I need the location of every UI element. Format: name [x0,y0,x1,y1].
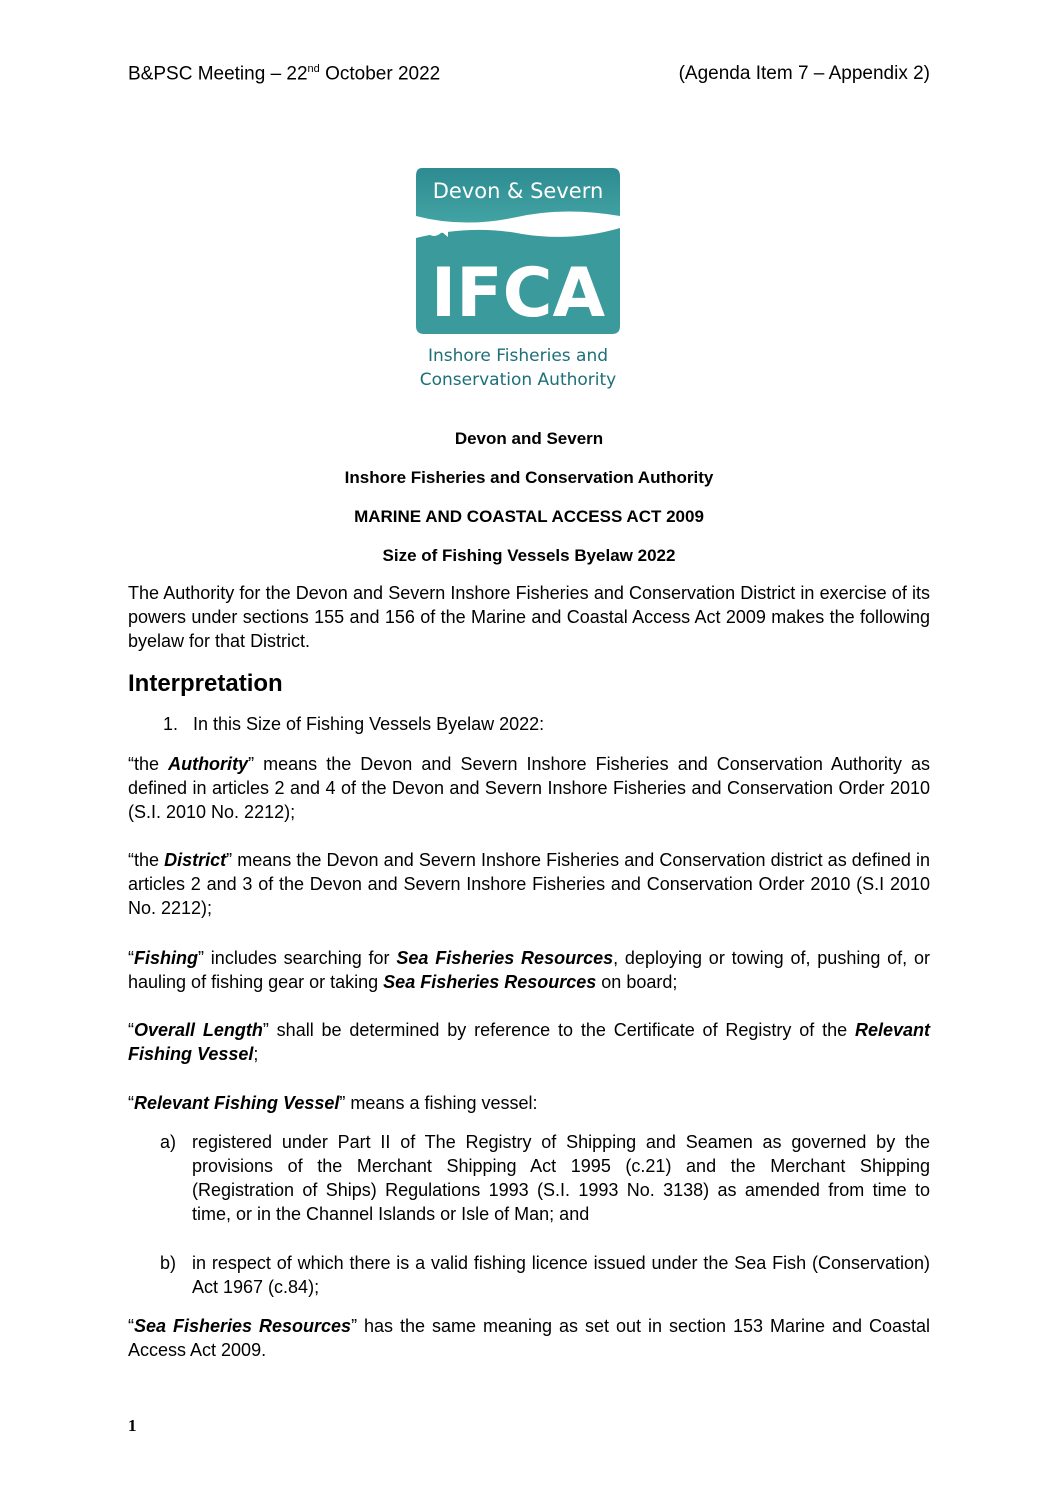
title-line: Size of Fishing Vessels Byelaw 2022 [382,546,676,565]
definition-overall-length: “Overall Length” shall be determined by reference to the Certificate of Registry of the Relevant Fishing Vessel; [128,1020,930,1064]
title-line: Inshore Fisheries and Conservation Authority [344,468,714,487]
list-item-label: a) [160,1132,177,1152]
title-line: Devon and Severn [454,429,604,448]
definition-authority: “the Authority” means the Devon and Severn Inshore Fisheries and Conservation Authority as defined in articles 2 and 4 of the Devon and Severn Inshore Fisheries and Conservation Order 2010 (S.I. 2010 No. 2212); [128,754,930,822]
definition-relevant-fishing-vessel: “Relevant Fishing Vessel” means a fishing vessel: [128,1093,538,1113]
svg-text:Conservation Authority: Conservation Authority [419,370,617,390]
list-item-text: in respect of which there is a valid fishing licence issued under the Sea Fish (Conservation) Act 1967 (c.84); [192,1253,930,1297]
numbered-item: 1. In this Size of Fishing Vessels Byelaw 2022: [163,714,545,734]
section-heading: Interpretation [128,670,283,697]
list-item-text: registered under Part II of The Registry of Shipping and Seamen as governed by the provisions of the Merchant Shipping Act 1995 (c.21) and the Merchant Shipping (Registration of Ships) Regulations 1993 (S.I. 1993 No. 3138) as amended from time to time, or in the Channel Islands or Isle of Man; and [192,1132,930,1224]
list-item [160,1130,930,1226]
svg-text:Inshore Fisheries and: Inshore Fisheries and [427,346,609,366]
page-number: 1 [128,1416,137,1435]
svg-text:IFCA: IFCA [430,254,606,333]
byelaw-titles [128,428,930,584]
intro-paragraph: The Authority for the Devon and Severn Inshore Fisheries and Conservation District in exercise of its powers under sections 155 and 156 of the Marine and Coastal Access Act 2009 makes the following byelaw for that District. [128,583,930,651]
svg-text:Devon & Severn: Devon & Severn [432,179,604,203]
list-item-label: b) [160,1253,177,1273]
header-agenda-item: (Agenda Item 7 – Appendix 2) [678,63,930,84]
title-line: MARINE AND COASTAL ACCESS ACT 2009 [354,507,704,526]
definition-district: “the District” means the Devon and Severn Inshore Fisheries and Conservation district as defined in articles 2 and 3 of the Devon and Severn Inshore Fisheries and Conservation Order 2010 (S.I 2010 No. 2212); [128,850,930,918]
list-item [160,1251,930,1299]
header-meeting-date: B&PSC Meeting – 22nd October 2022 [128,63,441,85]
definition-sea-fisheries-resources: “Sea Fisheries Resources” has the same meaning as set out in section 153 Marine and Coastal Access Act 2009. [128,1316,930,1360]
ifca-logo [412,166,624,394]
definition-fishing: “Fishing” includes searching for Sea Fisheries Resources, deploying or towing of, pushing of, or hauling of fishing gear or taking Sea Fisheries Resources on board; [128,948,930,992]
